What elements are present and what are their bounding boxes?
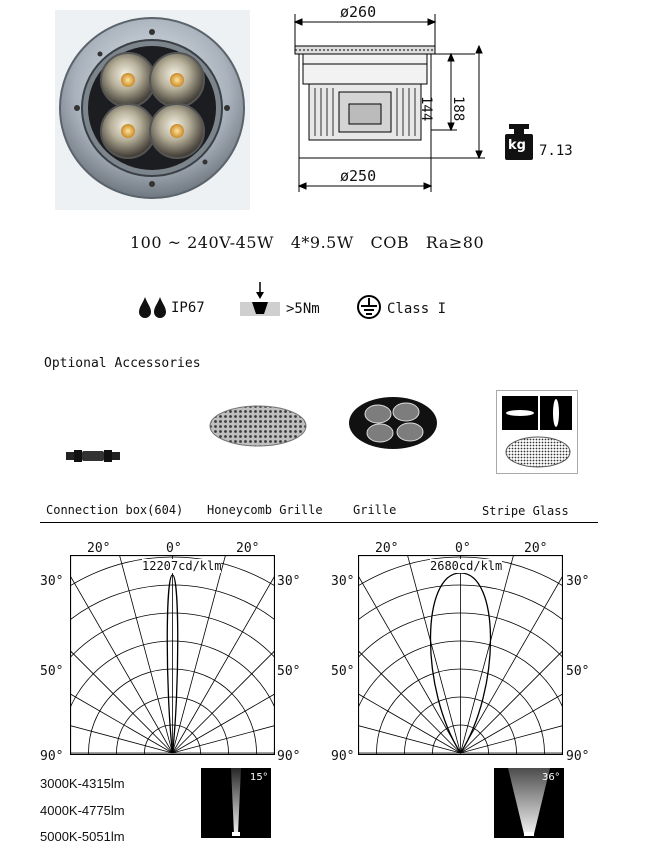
polar-right-label-left-50: 50° — [331, 664, 355, 679]
polar-left-label-left-50: 50° — [40, 664, 64, 679]
polar-left-label-right-90: 90° — [277, 749, 301, 764]
polar-right-peak: 2680cd/klm — [430, 559, 503, 573]
total-height-label: 188 — [450, 96, 466, 122]
honeycomb-grille-image — [208, 404, 308, 448]
impact-icon — [240, 280, 280, 320]
body-height-label: 144 — [418, 96, 434, 122]
polar-right-label-top-center: 0° — [455, 541, 471, 556]
polar-right-label-right-90: 90° — [566, 749, 590, 764]
class-i-earth-icon — [356, 294, 382, 320]
polar-left-label-top-right: 20° — [236, 541, 260, 556]
weight-unit: kg — [508, 138, 526, 153]
accessory-label-honeycomb-grille: Honeycomb Grille — [207, 503, 323, 517]
lumen-5000k: 5000K-5051lm — [40, 829, 125, 844]
accessories-heading: Optional Accessories — [44, 356, 201, 371]
accessory-label-grille: Grille — [353, 503, 397, 517]
polar-diagram-left — [70, 555, 275, 755]
polar-left-label-top-left: 20° — [87, 541, 111, 556]
lumen-4000k: 4000K-4775lm — [40, 803, 125, 818]
polar-left-label-top-center: 0° — [166, 541, 182, 556]
connection-box-image — [62, 445, 122, 467]
polar-right-label-left-30: 30° — [331, 574, 355, 589]
polar-right-label-right-30: 30° — [566, 574, 590, 589]
polar-left-label-right-30: 30° — [277, 574, 301, 589]
polar-right-label-top-right: 20° — [524, 541, 548, 556]
safety-class: Class I — [387, 301, 447, 317]
stripe-glass-image — [496, 390, 578, 474]
product-photo — [55, 10, 250, 210]
polar-diagram-right — [358, 555, 563, 755]
grille-image — [348, 396, 438, 450]
accessory-label-stripe-glass: Stripe Glass — [482, 504, 569, 518]
dimension-drawing — [285, 0, 505, 200]
section-divider — [40, 522, 598, 523]
beam-angle-wide: 36° — [542, 772, 560, 783]
lumen-3000k: 3000K-4315lm — [40, 776, 125, 791]
polar-right-label-right-50: 50° — [566, 664, 590, 679]
polar-left-peak: 12207cd/klm — [142, 559, 222, 573]
beam-angle-narrow: 15° — [250, 772, 268, 783]
top-diameter-label: ø260 — [340, 3, 377, 21]
ip-rating: IP67 — [171, 300, 205, 316]
polar-left-label-left-30: 30° — [40, 574, 64, 589]
impact-rating: >5Nm — [286, 301, 320, 317]
polar-right-label-left-90: 90° — [331, 749, 355, 764]
polar-left-label-left-90: 90° — [40, 749, 64, 764]
electrical-spec: 100 ~ 240V-45W 4*9.5W COB Ra≥80 — [130, 233, 485, 252]
polar-left-label-right-50: 50° — [277, 664, 301, 679]
bottom-diameter-label: ø250 — [340, 167, 377, 185]
water-drop-icon — [138, 295, 168, 319]
accessory-label-connection-box: Connection box(604) — [46, 503, 184, 517]
weight-value: 7.13 — [539, 143, 573, 159]
polar-right-label-top-left: 20° — [375, 541, 399, 556]
